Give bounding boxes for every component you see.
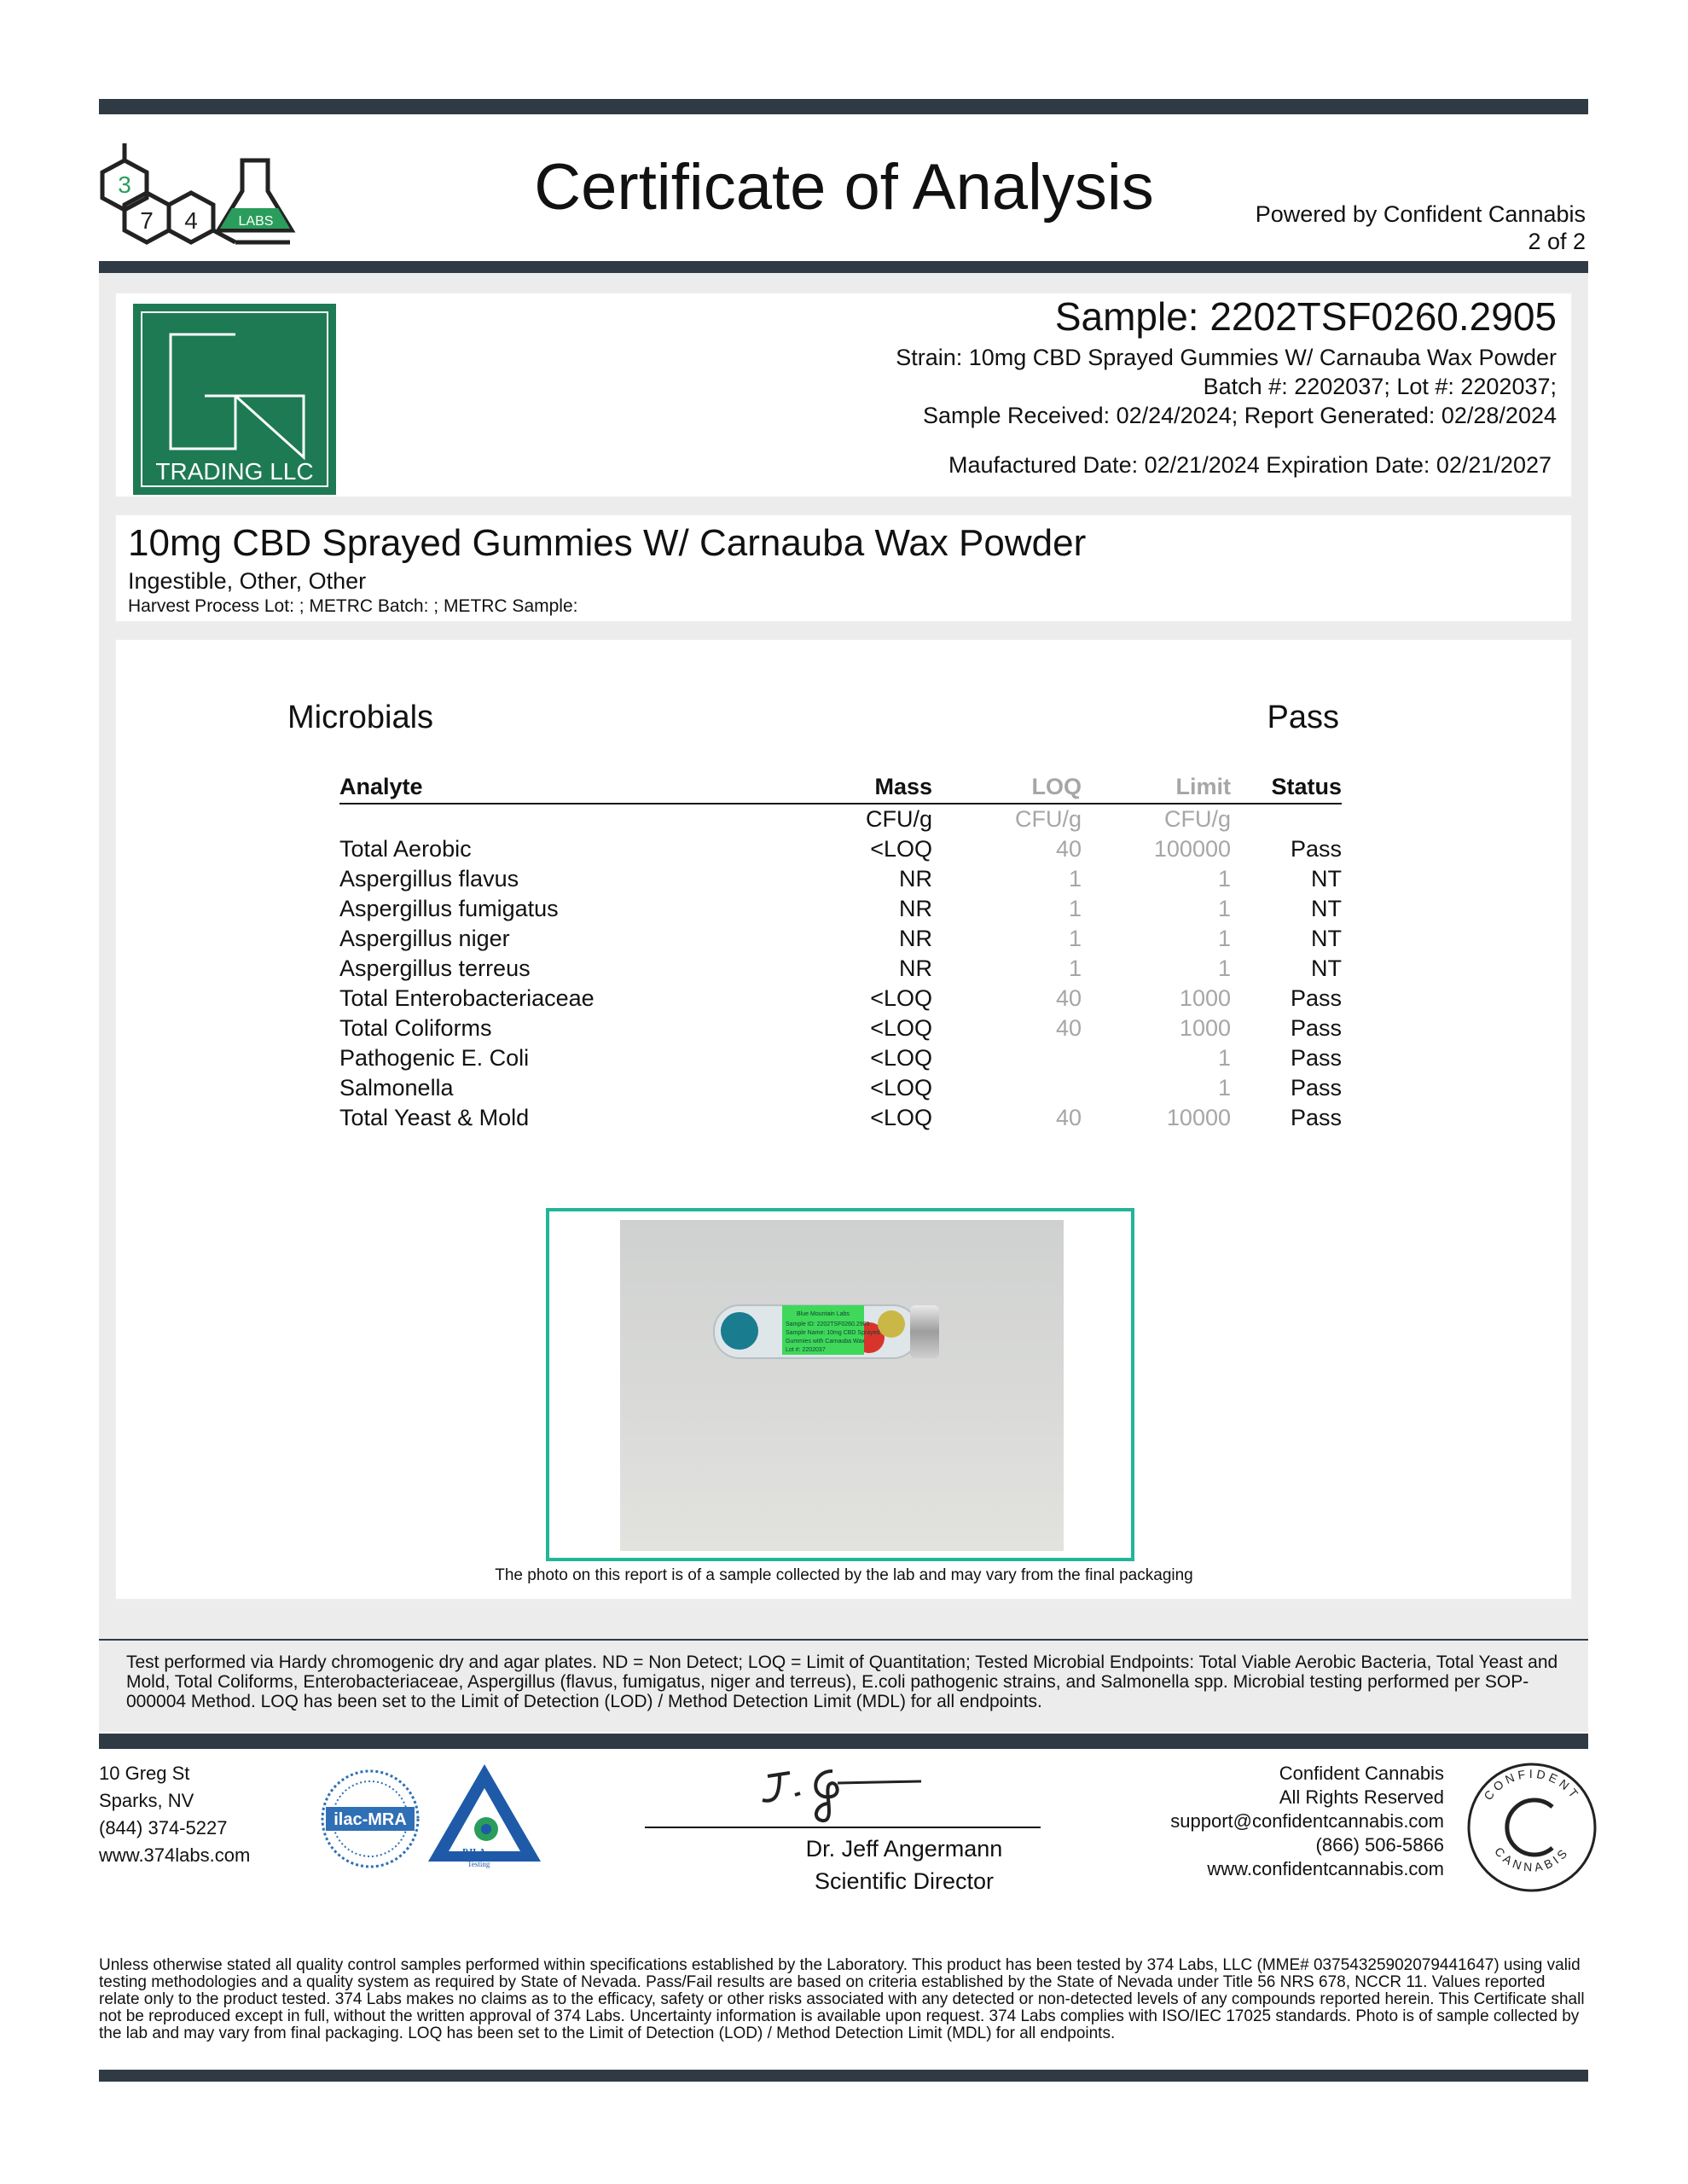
- table-row: [339, 984, 1342, 1014]
- cell-mass: NR: [899, 956, 932, 981]
- photo-label-name: Sample Name: 10mg CBD Sprayed: [786, 1330, 880, 1336]
- cell-status: NT: [1311, 926, 1342, 951]
- cell-limit: 1: [1217, 926, 1231, 951]
- section-result: Pass: [1267, 700, 1339, 735]
- client-logo-text: TRADING LLC: [155, 458, 314, 485]
- cc-website: www.confidentcannabis.com: [1207, 1858, 1444, 1879]
- product-name: 10mg CBD Sprayed Gummies W/ Carnauba Wax Powder: [128, 522, 1087, 564]
- signer-name: Dr. Jeff Angermann: [805, 1836, 1003, 1862]
- section-title: Microbials: [287, 700, 434, 735]
- signature-line: [645, 1827, 1041, 1828]
- cell-limit: 1: [1217, 896, 1231, 921]
- unit-limit: CFU/g: [1163, 806, 1231, 832]
- cell-status: NT: [1311, 866, 1342, 892]
- table-row: [339, 834, 1342, 864]
- cell-limit: 1: [1217, 1045, 1231, 1071]
- cc-email: support@confidentcannabis.com: [1170, 1810, 1444, 1832]
- cell-mass: <LOQ: [870, 985, 932, 1011]
- cell-analyte: Aspergillus flavus: [339, 866, 519, 892]
- top-bar: [99, 99, 1588, 114]
- metrc-info: Harvest Process Lot: ; METRC Batch: ; METRC Sample:: [128, 596, 578, 616]
- cell-limit: 1000: [1179, 985, 1231, 1011]
- address-line: www.374labs.com: [99, 1844, 251, 1866]
- cell-status: Pass: [1290, 836, 1342, 862]
- photo-label-lot: Lot #: 2202037: [786, 1347, 826, 1353]
- col-analyte: Analyte: [339, 770, 783, 804]
- cell-mass: <LOQ: [870, 1045, 932, 1071]
- unit-mass: CFU/g: [865, 806, 932, 832]
- cell-analyte: Salmonella: [339, 1075, 454, 1101]
- cell-analyte: Pathogenic E. Coli: [339, 1045, 530, 1071]
- photo-label-id: Sample ID: 2202TSF0260.2905: [786, 1321, 870, 1327]
- cell-mass: NR: [899, 926, 932, 951]
- cell-mass: <LOQ: [870, 1075, 932, 1101]
- cell-loq: 40: [1055, 1105, 1082, 1130]
- table-header-row: [339, 770, 1342, 804]
- unit-loq: CFU/g: [1014, 806, 1082, 832]
- table-row: [339, 1014, 1342, 1043]
- cell-status: Pass: [1290, 1105, 1342, 1130]
- cell-loq: 1: [1068, 926, 1082, 951]
- sample-received: Sample Received: 02/24/2024; Report Generated: 02/28/2024: [922, 403, 1557, 428]
- signature-image: [751, 1763, 938, 1824]
- cell-loq: 40: [1055, 1015, 1082, 1041]
- sample-dates: Maufactured Date: 02/21/2024 Expiration Date: 02/21/2027: [948, 452, 1552, 478]
- cell-mass: <LOQ: [870, 1015, 932, 1041]
- col-status: Status: [1231, 770, 1342, 804]
- cell-loq: 1: [1068, 956, 1082, 981]
- cell-limit: 100000: [1153, 836, 1231, 862]
- lab-logo-digit: 4: [184, 207, 198, 234]
- confident-cannabis-seal: [1464, 1759, 1600, 1896]
- cc-company: Confident Cannabis: [1279, 1763, 1444, 1784]
- cell-mass: NR: [899, 896, 932, 921]
- col-loq: LOQ: [932, 770, 1082, 804]
- table-row: [339, 1073, 1342, 1103]
- cell-loq: 40: [1055, 985, 1082, 1011]
- seal-top-text: CONFIDENT: [1481, 1766, 1583, 1804]
- address-line: 10 Greg St: [99, 1763, 190, 1784]
- cell-analyte: Aspergillus terreus: [339, 956, 531, 981]
- cell-status: NT: [1311, 896, 1342, 921]
- cell-mass: NR: [899, 866, 932, 892]
- table-row: [339, 1043, 1342, 1073]
- header-divider: [99, 261, 1588, 273]
- address-line: Sparks, NV: [99, 1790, 194, 1811]
- cell-mass: <LOQ: [870, 1105, 932, 1130]
- cell-analyte: Total Yeast & Mold: [339, 1105, 530, 1130]
- cell-loq: [932, 1073, 1082, 1103]
- powered-by: Powered by Confident Cannabis: [1255, 201, 1586, 227]
- document-title: Certificate of Analysis: [534, 151, 1154, 224]
- photo-label-name-2: Gummies with Carnauba Wax: [786, 1339, 865, 1345]
- lab-logo-text: LABS: [238, 214, 274, 229]
- cell-limit: 1: [1217, 866, 1231, 892]
- cell-analyte: Aspergillus niger: [339, 926, 510, 951]
- lab-logo-digit: 3: [118, 171, 131, 198]
- page-number: 2 of 2: [1528, 229, 1586, 254]
- cell-loq: 40: [1055, 836, 1082, 862]
- cell-mass: <LOQ: [870, 836, 932, 862]
- table-row: [339, 924, 1342, 954]
- cell-status: Pass: [1290, 1015, 1342, 1041]
- client-logo: [133, 304, 336, 495]
- lab-logo-digit: 7: [140, 207, 154, 234]
- cell-loq: 1: [1068, 866, 1082, 892]
- ilac-mra-text: ilac-MRA: [334, 1810, 407, 1829]
- col-mass: Mass: [783, 770, 932, 804]
- cell-status: NT: [1311, 956, 1342, 981]
- cell-status: Pass: [1290, 1075, 1342, 1101]
- address-line: (844) 374-5227: [99, 1817, 228, 1838]
- accreditation-logos: [317, 1759, 546, 1879]
- cell-status: Pass: [1290, 1045, 1342, 1071]
- cell-analyte: Total Coliforms: [339, 1015, 492, 1041]
- pjla-text: PJLA: [462, 1847, 486, 1857]
- table-row: [339, 954, 1342, 984]
- signer-title: Scientific Director: [814, 1868, 995, 1894]
- photo-caption: The photo on this report is of a sample collected by the lab and may vary from the final packaging: [495, 1566, 1193, 1584]
- cell-analyte: Total Enterobacteriaceae: [339, 985, 595, 1011]
- cell-analyte: Total Aerobic: [339, 836, 472, 862]
- table-row: [339, 864, 1342, 894]
- sample-id: Sample: 2202TSF0260.2905: [1054, 294, 1557, 339]
- cell-analyte: Aspergillus fumigatus: [339, 896, 559, 921]
- cell-status: Pass: [1290, 985, 1342, 1011]
- footer-divider: [99, 1734, 1588, 1749]
- cc-phone: (866) 506-5866: [1315, 1834, 1444, 1856]
- cell-limit: 10000: [1166, 1105, 1231, 1130]
- sample-batch: Batch #: 2202037; Lot #: 2202037;: [1203, 374, 1557, 399]
- cell-limit: 1: [1217, 956, 1231, 981]
- cc-rights: All Rights Reserved: [1279, 1786, 1444, 1808]
- pjla-sub: Testing: [467, 1860, 490, 1868]
- bottom-bar: [99, 2070, 1588, 2082]
- notes-divider: [99, 1639, 1588, 1641]
- cell-loq: [932, 1043, 1082, 1073]
- units-row: [339, 804, 1342, 834]
- seal-bottom-text: CANNABIS: [1492, 1844, 1572, 1874]
- microbials-table: [339, 770, 1342, 1133]
- test-notes: Test performed via Hardy chromogenic dry and agar plates. ND = Non Detect; LOQ = Limit of Quantitation; Tested Microbial Endpoints: Total Viable Aerobic Bacteria, Total Yeast and Mold, Total Coliforms, Enterobacteriaceae, Aspergillus (flavus, fumigatus, niger and terreus), E.coli pathogenic strains, and Salmonella spp. Microbial testing performed per SOP-000004 Method. LOQ has been set to the Limit of Detection (LOD) / Method Detection Limit (MDL) for all endpoints.: [126, 1653, 1558, 1711]
- sample-photo: [620, 1220, 1064, 1551]
- disclaimer: Unless otherwise stated all quality control samples performed within specifications established by the Laboratory. This product has been tested by 374 Labs, LLC (MME# 03754325902079441647) using valid testing methodologies and a quality system as required by State of Nevada. Pass/Fail results are based on criteria established by the State of Nevada under Title 56 NRS 678, NCCR 11. Values reported relate only to the product tested. 374 Labs makes no claims as to the efficacy, safety or other risks associated with any detected or non-detected levels of any compounds reported herein. This Certificate shall not be reproduced except in full, without the written approval of 374 Labs. Uncertainty information is available upon request. 374 Labs complies with ISO/IEC 17025 standards. Photo is of sample collected by the lab and may vary from final packaging. LOQ has been set to the Limit of Detection (LOD) / Method Detection Limit (MDL) for all endpoints.: [99, 1956, 1585, 2042]
- cell-limit: 1: [1217, 1075, 1231, 1101]
- product-type: Ingestible, Other, Other: [128, 568, 367, 594]
- cell-limit: 1000: [1179, 1015, 1231, 1041]
- col-limit: Limit: [1082, 770, 1231, 804]
- photo-label-lab: Blue Mountain Labs: [797, 1311, 850, 1317]
- cell-loq: 1: [1068, 896, 1082, 921]
- table-row: [339, 894, 1342, 924]
- sample-strain: Strain: 10mg CBD Sprayed Gummies W/ Carnauba Wax Powder: [896, 345, 1557, 370]
- table-row: [339, 1103, 1342, 1133]
